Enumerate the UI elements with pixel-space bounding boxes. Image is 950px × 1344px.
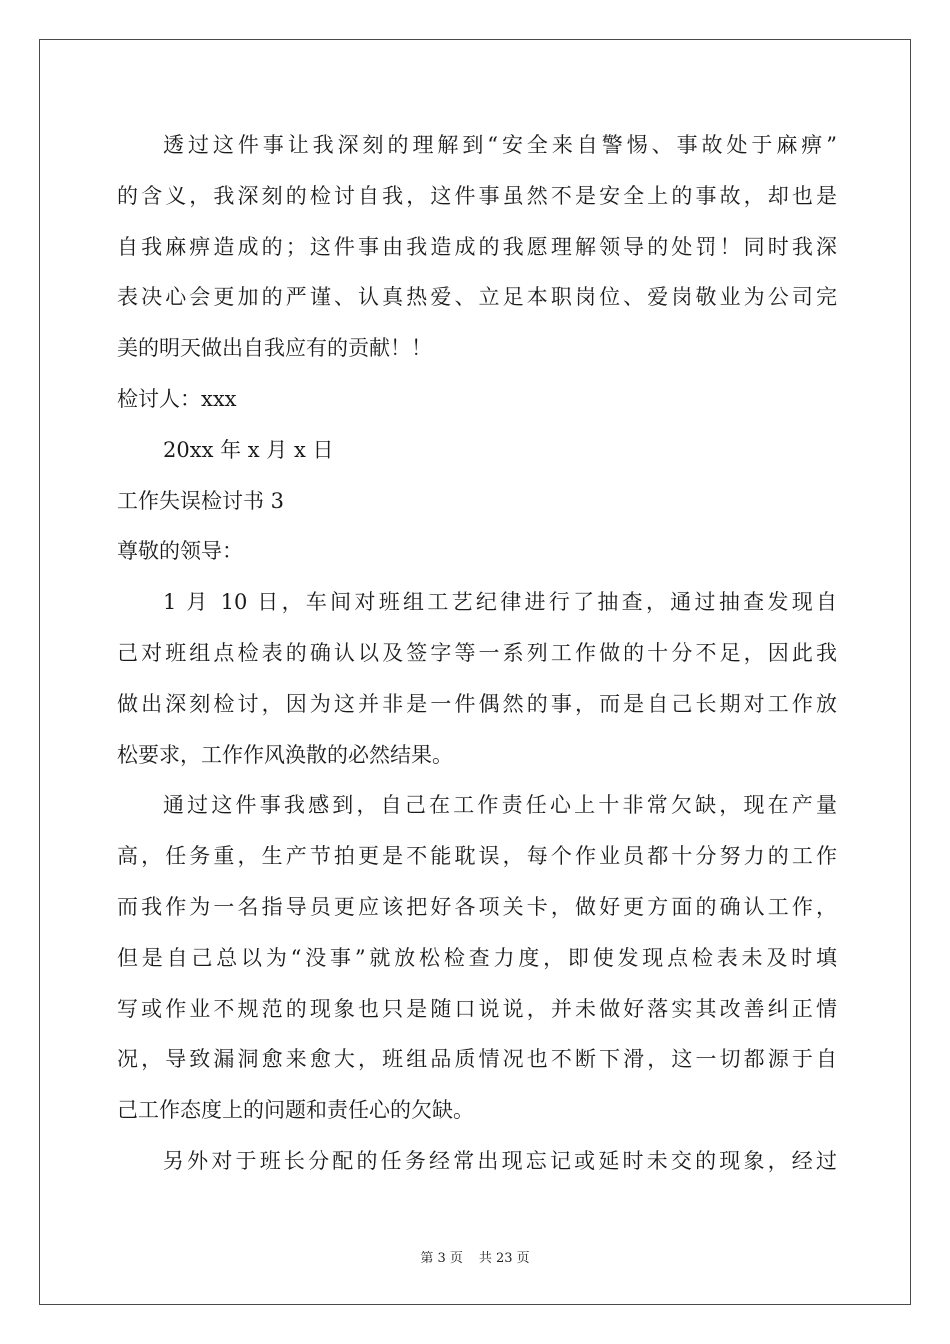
text-line: 通过这件事我感到，自己在工作责任心上十非常欠缺，现在产量 (163, 793, 837, 818)
page-footer (0, 1247, 950, 1266)
text-line: 写或作业不规范的现象也只是随口说说，并未做好落实其改善纠正情 (117, 996, 837, 1021)
date-line: 20xx 年 x 月 x 日 (163, 437, 334, 462)
text-line: 自我麻痹造成的；这件事由我造成的我愿理解领导的处罚！同时我深 (117, 234, 837, 259)
text-line: 1 月 10 日，车间对班组工艺纪律进行了抽查，通过抽查发现自 (163, 590, 837, 615)
page-number: 第 3 页 (420, 1251, 463, 1266)
text-line: 松要求，工作作风涣散的必然结果。 (117, 742, 453, 767)
text-line: 美的明天做出自我应有的贡献！！ (117, 336, 432, 361)
text-line: 透过这件事让我深刻的理解到“安全来自警惕、事故处于麻痹” (163, 133, 837, 157)
text-line: 高，任务重，生产节拍更是不能耽误，每个作业员都十分努力的工作 (117, 844, 837, 869)
text-line: 况，导致漏洞愈来愈大，班组品质情况也不断下滑，这一切都源于自 (117, 1047, 837, 1072)
document-body (117, 120, 837, 1187)
text-line: 另外对于班长分配的任务经常出现忘记或延时未交的现象，经过 (163, 1148, 837, 1173)
text-line: 己工作态度上的问题和责任心的欠缺。 (117, 1098, 474, 1123)
text-line: 但是自己总以为“没事”就放松检查力度，即使发现点检表未及时填 (117, 945, 837, 970)
text-line: 己对班组点检表的确认以及签字等一系列工作做的十分不足，因此我 (117, 640, 837, 665)
section-title: 工作失误检讨书 3 (117, 488, 285, 513)
salutation: 尊敬的领导： (117, 539, 243, 564)
text-line: 做出深刻检讨，因为这并非是一件偶然的事，而是自己长期对工作放 (117, 691, 837, 716)
signature-line: 检讨人：xxx (117, 386, 237, 411)
text-line: 而我作为一名指导员更应该把好各项关卡，做好更方面的确认工作， (117, 894, 837, 919)
page-total: 共 23 页 (478, 1251, 530, 1266)
text-line: 表决心会更加的严谨、认真热爱、立足本职岗位、爱岗敬业为公司完 (117, 285, 837, 310)
text-line: 的含义，我深刻的检讨自我，这件事虽然不是安全上的事故，却也是 (117, 183, 837, 208)
